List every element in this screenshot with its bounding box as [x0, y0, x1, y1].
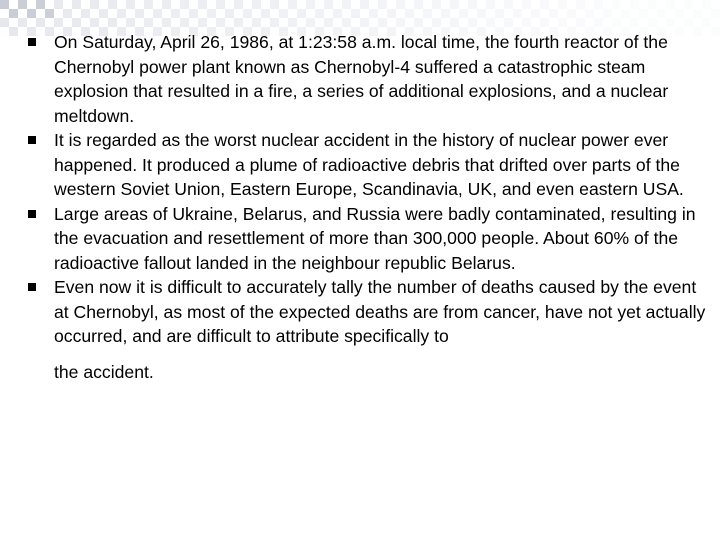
- checker-square: [306, 18, 315, 27]
- checker-square: [198, 0, 207, 9]
- checker-square: [90, 18, 99, 27]
- checker-square: [693, 9, 702, 18]
- square-bullet-icon: [28, 136, 36, 144]
- checker-square: [360, 18, 369, 27]
- checker-square: [324, 0, 333, 9]
- checker-square: [441, 9, 450, 18]
- checker-square: [396, 0, 405, 9]
- bullet-item: [28, 202, 714, 276]
- checker-square: [72, 18, 81, 27]
- checker-square: [684, 18, 693, 27]
- checker-square: [63, 9, 72, 18]
- checker-square: [252, 18, 261, 27]
- checker-square: [603, 9, 612, 18]
- checker-square: [504, 0, 513, 9]
- checker-square: [0, 0, 9, 9]
- checker-square: [279, 9, 288, 18]
- checker-square: [459, 9, 468, 18]
- checker-square: [216, 18, 225, 27]
- checker-square: [450, 18, 459, 27]
- checker-square: [522, 18, 531, 27]
- checker-square: [9, 27, 18, 36]
- checker-square: [315, 9, 324, 18]
- checker-square: [351, 9, 360, 18]
- checker-square: [126, 0, 135, 9]
- checker-square: [486, 18, 495, 27]
- checker-square: [387, 9, 396, 18]
- checker-square: [324, 18, 333, 27]
- bullet-item: [28, 128, 714, 202]
- checker-square: [531, 9, 540, 18]
- checker-square: [504, 18, 513, 27]
- checker-square: [153, 9, 162, 18]
- checker-square: [477, 9, 486, 18]
- checker-square: [378, 18, 387, 27]
- checker-square: [180, 18, 189, 27]
- checker-square: [180, 0, 189, 9]
- checker-square: [189, 9, 198, 18]
- checker-square: [612, 0, 621, 9]
- checker-square: [576, 18, 585, 27]
- bullet-continuation-text: the accident.: [54, 361, 154, 382]
- checker-square: [396, 18, 405, 27]
- checker-square: [585, 9, 594, 18]
- checker-square: [594, 18, 603, 27]
- checker-square: [666, 0, 675, 9]
- bullet-text: On Saturday, April 26, 1986, at 1:23:58 a.m. local time, the fourth reactor of the Chernobyl power plant known as Chernobyl-4 suffered a catastrophic steam explosion that resulted in a fire, a series of additional explosions, and a nuclear meltdown.: [54, 32, 669, 126]
- bullet-text: It is regarded as the worst nuclear accident in the history of nuclear power ever happened. It produced a plume of radioactive debris that drifted over parts of the western Soviet Union, Eastern Europe, Scandinavia, UK, and even eastern USA.: [54, 130, 684, 199]
- checker-square: [162, 0, 171, 9]
- square-bullet-icon: [28, 283, 36, 291]
- checker-square: [54, 0, 63, 9]
- checker-square: [468, 0, 477, 9]
- checker-square: [45, 9, 54, 18]
- checker-square: [117, 9, 126, 18]
- checker-square: [81, 9, 90, 18]
- checker-square: [36, 18, 45, 27]
- checker-square: [270, 18, 279, 27]
- checker-square: [99, 9, 108, 18]
- checker-square: [558, 0, 567, 9]
- checker-square: [630, 18, 639, 27]
- checker-square: [306, 0, 315, 9]
- checker-square: [162, 18, 171, 27]
- checker-square: [54, 18, 63, 27]
- checker-square: [207, 9, 216, 18]
- checker-square: [234, 0, 243, 9]
- checker-square: [288, 0, 297, 9]
- checker-square: [468, 18, 477, 27]
- checker-square: [225, 9, 234, 18]
- checker-square: [657, 9, 666, 18]
- checker-square: [666, 18, 675, 27]
- checker-square: [252, 0, 261, 9]
- checker-square: [702, 18, 711, 27]
- checker-square: [567, 9, 576, 18]
- checker-square: [108, 0, 117, 9]
- checker-square: [72, 0, 81, 9]
- checker-square: [558, 18, 567, 27]
- checker-square: [513, 9, 522, 18]
- checker-square: [450, 0, 459, 9]
- checker-square: [711, 9, 720, 18]
- checker-square: [126, 18, 135, 27]
- checker-square: [261, 9, 270, 18]
- checker-square: [135, 9, 144, 18]
- checker-square: [495, 9, 504, 18]
- checker-square: [405, 9, 414, 18]
- checker-square: [432, 0, 441, 9]
- checker-square: [297, 9, 306, 18]
- checker-square: [621, 9, 630, 18]
- checker-square: [639, 9, 648, 18]
- checker-square: [540, 0, 549, 9]
- checker-square: [36, 0, 45, 9]
- checker-square: [18, 18, 27, 27]
- checker-square: [288, 18, 297, 27]
- square-bullet-icon: [28, 210, 36, 218]
- checker-square: [144, 0, 153, 9]
- bullet-text: Large areas of Ukraine, Belarus, and Russia were badly contaminated, resulting in the evacuation and resettlement of more than 300,000 people. About 60% of the radioactive fallout landed in the neighbour republic Belarus.: [54, 203, 696, 273]
- checker-square: [684, 0, 693, 9]
- checker-square: [198, 18, 207, 27]
- bullet-item: [28, 30, 714, 128]
- checker-square: [27, 9, 36, 18]
- checker-square: [540, 18, 549, 27]
- checker-square: [486, 0, 495, 9]
- checker-square: [144, 18, 153, 27]
- checker-square: [171, 9, 180, 18]
- checker-square: [9, 9, 18, 18]
- checker-square: [360, 0, 369, 9]
- checker-square: [90, 0, 99, 9]
- checker-square: [675, 9, 684, 18]
- checker-square: [342, 0, 351, 9]
- checker-square: [630, 0, 639, 9]
- checker-square: [18, 0, 27, 9]
- checker-square: [576, 0, 585, 9]
- checker-square: [549, 9, 558, 18]
- checker-square: [702, 0, 711, 9]
- checker-square: [432, 18, 441, 27]
- checker-square: [243, 9, 252, 18]
- checker-square: [414, 18, 423, 27]
- checker-square: [369, 9, 378, 18]
- checker-square: [0, 18, 9, 27]
- checker-square: [594, 0, 603, 9]
- checker-square: [234, 18, 243, 27]
- checker-square: [648, 0, 657, 9]
- slide-body: [28, 30, 714, 384]
- square-bullet-icon: [28, 38, 36, 46]
- checker-square: [648, 18, 657, 27]
- checker-square: [108, 18, 117, 27]
- checker-square: [423, 9, 432, 18]
- checker-square: [342, 18, 351, 27]
- bullet-text: Even now it is difficult to accurately tally the number of deaths caused by the event at Chernobyl, as most of the expected deaths are from cancer, have not yet actually occurred, and are difficult to attribute specifically to: [54, 277, 706, 346]
- checker-square: [216, 0, 225, 9]
- checker-square: [378, 0, 387, 9]
- bullet-item: [28, 275, 714, 384]
- checker-square: [333, 9, 342, 18]
- checker-square: [270, 0, 279, 9]
- checker-square: [522, 0, 531, 9]
- checker-square: [612, 18, 621, 27]
- checker-square: [414, 0, 423, 9]
